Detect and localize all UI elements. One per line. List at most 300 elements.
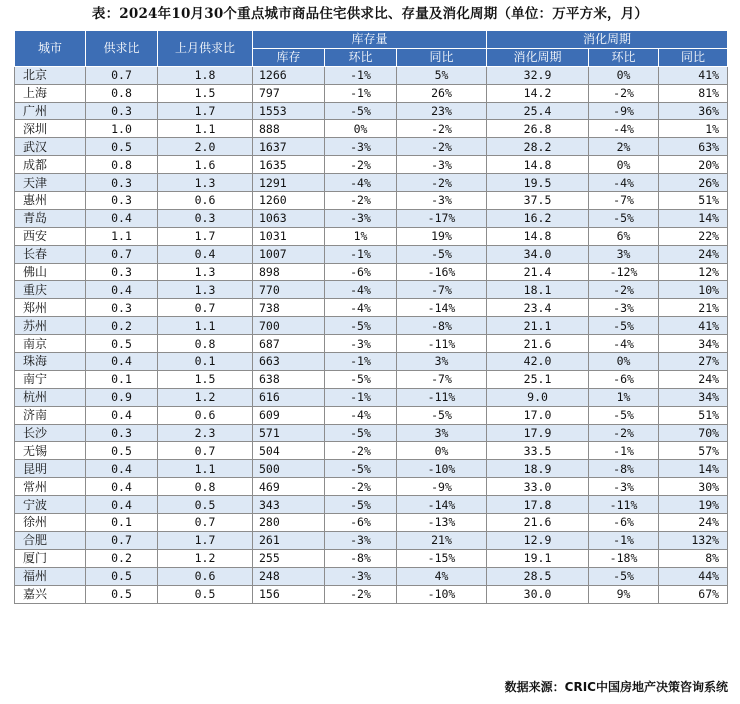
- table-row: [15, 496, 728, 514]
- cell-city: 徐州: [15, 514, 86, 532]
- table-row: [15, 335, 728, 353]
- cell-digestion-mom: -9%: [589, 102, 659, 120]
- cell-digestion: 18.9: [487, 460, 589, 478]
- cell-digestion-yoy: 41%: [659, 317, 728, 335]
- cell-inventory-yoy: -15%: [397, 549, 487, 567]
- cell-inventory-mom: -3%: [325, 335, 397, 353]
- cell-inventory-mom: -2%: [325, 156, 397, 174]
- cell-last-month-ratio: 1.1: [158, 460, 253, 478]
- cell-city: 郑州: [15, 299, 86, 317]
- cell-inventory-yoy: -16%: [397, 263, 487, 281]
- cell-digestion: 25.1: [487, 370, 589, 388]
- cell-digestion-yoy: 44%: [659, 567, 728, 585]
- cell-digestion-yoy: 19%: [659, 496, 728, 514]
- cell-inventory-mom: -3%: [325, 209, 397, 227]
- header-digestion: 消化周期: [487, 48, 589, 66]
- cell-inventory-mom: -3%: [325, 567, 397, 585]
- cell-supply-ratio: 0.5: [86, 138, 158, 156]
- cell-city: 珠海: [15, 353, 86, 371]
- cell-inventory-yoy: -14%: [397, 299, 487, 317]
- cell-digestion: 33.0: [487, 478, 589, 496]
- cell-digestion: 25.4: [487, 102, 589, 120]
- cell-inventory: 1553: [253, 102, 325, 120]
- table-row: [15, 138, 728, 156]
- cell-digestion-mom: -1%: [589, 442, 659, 460]
- cell-digestion-yoy: 63%: [659, 138, 728, 156]
- cell-last-month-ratio: 0.7: [158, 514, 253, 532]
- cell-digestion-mom: -3%: [589, 478, 659, 496]
- cell-digestion-yoy: 21%: [659, 299, 728, 317]
- cell-digestion: 21.4: [487, 263, 589, 281]
- cell-city: 厦门: [15, 549, 86, 567]
- cell-last-month-ratio: 1.7: [158, 227, 253, 245]
- cell-digestion-yoy: 20%: [659, 156, 728, 174]
- cell-digestion-mom: 9%: [589, 585, 659, 603]
- table-row: [15, 567, 728, 585]
- cell-supply-ratio: 0.4: [86, 478, 158, 496]
- cell-city: 合肥: [15, 531, 86, 549]
- cell-inventory: 469: [253, 478, 325, 496]
- table-row: [15, 549, 728, 567]
- cell-inventory: 770: [253, 281, 325, 299]
- table-row: [15, 299, 728, 317]
- cell-city: 常州: [15, 478, 86, 496]
- cell-inventory-mom: -4%: [325, 299, 397, 317]
- cell-inventory-mom: -2%: [325, 478, 397, 496]
- cell-digestion-mom: -18%: [589, 549, 659, 567]
- cell-supply-ratio: 0.4: [86, 460, 158, 478]
- cell-supply-ratio: 0.5: [86, 567, 158, 585]
- cell-inventory-yoy: 5%: [397, 66, 487, 84]
- cell-digestion-mom: -4%: [589, 335, 659, 353]
- cell-supply-ratio: 0.1: [86, 370, 158, 388]
- cell-last-month-ratio: 0.7: [158, 442, 253, 460]
- cell-supply-ratio: 1.0: [86, 120, 158, 138]
- cell-inventory: 687: [253, 335, 325, 353]
- cell-digestion: 21.6: [487, 514, 589, 532]
- cell-last-month-ratio: 1.2: [158, 549, 253, 567]
- header-last-month-ratio: 上月供求比: [158, 31, 253, 67]
- cell-digestion-yoy: 41%: [659, 66, 728, 84]
- cell-inventory: 1266: [253, 66, 325, 84]
- header-inventory-group: 库存量: [253, 31, 487, 49]
- cell-digestion: 19.5: [487, 174, 589, 192]
- cell-digestion: 17.0: [487, 406, 589, 424]
- cell-inventory-mom: -4%: [325, 174, 397, 192]
- cell-inventory: 1637: [253, 138, 325, 156]
- cell-digestion-yoy: 8%: [659, 549, 728, 567]
- cell-supply-ratio: 0.2: [86, 317, 158, 335]
- cell-digestion-yoy: 67%: [659, 585, 728, 603]
- cell-last-month-ratio: 0.4: [158, 245, 253, 263]
- cell-digestion: 33.5: [487, 442, 589, 460]
- cell-inventory-yoy: -7%: [397, 281, 487, 299]
- cell-inventory-mom: -4%: [325, 281, 397, 299]
- cell-last-month-ratio: 0.6: [158, 406, 253, 424]
- cell-inventory-yoy: -14%: [397, 496, 487, 514]
- cell-inventory-mom: -8%: [325, 549, 397, 567]
- cell-digestion: 12.9: [487, 531, 589, 549]
- cell-last-month-ratio: 0.6: [158, 192, 253, 210]
- cell-inventory-yoy: -10%: [397, 585, 487, 603]
- cell-digestion-mom: 2%: [589, 138, 659, 156]
- cell-supply-ratio: 0.4: [86, 281, 158, 299]
- cell-digestion-yoy: 57%: [659, 442, 728, 460]
- table-body: [15, 66, 728, 603]
- cell-supply-ratio: 0.8: [86, 84, 158, 102]
- cell-digestion-mom: -12%: [589, 263, 659, 281]
- cell-supply-ratio: 0.3: [86, 424, 158, 442]
- cell-digestion-yoy: 132%: [659, 531, 728, 549]
- cell-digestion: 26.8: [487, 120, 589, 138]
- cell-last-month-ratio: 0.3: [158, 209, 253, 227]
- cell-last-month-ratio: 1.1: [158, 120, 253, 138]
- table-row: [15, 102, 728, 120]
- table-row: [15, 209, 728, 227]
- cell-inventory: 343: [253, 496, 325, 514]
- cell-inventory-mom: -1%: [325, 84, 397, 102]
- cell-inventory-mom: -2%: [325, 442, 397, 460]
- cell-digestion-mom: -6%: [589, 370, 659, 388]
- cell-city: 深圳: [15, 120, 86, 138]
- cell-digestion-yoy: 27%: [659, 353, 728, 371]
- cell-city: 成都: [15, 156, 86, 174]
- cell-last-month-ratio: 1.3: [158, 281, 253, 299]
- cell-inventory: 261: [253, 531, 325, 549]
- cell-inventory-mom: -2%: [325, 585, 397, 603]
- cell-digestion-yoy: 34%: [659, 335, 728, 353]
- cell-city: 北京: [15, 66, 86, 84]
- cell-digestion-yoy: 81%: [659, 84, 728, 102]
- cell-supply-ratio: 0.4: [86, 406, 158, 424]
- cell-inventory-yoy: -7%: [397, 370, 487, 388]
- cell-digestion-mom: -4%: [589, 174, 659, 192]
- cell-digestion-yoy: 34%: [659, 388, 728, 406]
- cell-digestion-yoy: 51%: [659, 406, 728, 424]
- table-row: [15, 442, 728, 460]
- cell-supply-ratio: 0.7: [86, 66, 158, 84]
- cell-inventory-yoy: -10%: [397, 460, 487, 478]
- table-row: [15, 424, 728, 442]
- table-row: [15, 460, 728, 478]
- cell-inventory-mom: -1%: [325, 388, 397, 406]
- table-row: [15, 192, 728, 210]
- cell-supply-ratio: 0.7: [86, 531, 158, 549]
- header-inventory-yoy: 同比: [397, 48, 487, 66]
- cell-digestion-mom: 6%: [589, 227, 659, 245]
- cell-city: 广州: [15, 102, 86, 120]
- cell-last-month-ratio: 1.6: [158, 156, 253, 174]
- cell-inventory: 738: [253, 299, 325, 317]
- cell-inventory-yoy: -3%: [397, 192, 487, 210]
- cell-digestion-mom: 0%: [589, 66, 659, 84]
- cell-city: 昆明: [15, 460, 86, 478]
- cell-digestion-yoy: 24%: [659, 370, 728, 388]
- cell-supply-ratio: 0.7: [86, 245, 158, 263]
- cell-inventory-mom: -1%: [325, 66, 397, 84]
- cell-digestion: 16.2: [487, 209, 589, 227]
- cell-supply-ratio: 0.3: [86, 102, 158, 120]
- cell-digestion-yoy: 24%: [659, 245, 728, 263]
- cell-supply-ratio: 0.5: [86, 585, 158, 603]
- cell-inventory: 1260: [253, 192, 325, 210]
- table-row: [15, 120, 728, 138]
- cell-inventory-yoy: 21%: [397, 531, 487, 549]
- cell-supply-ratio: 0.1: [86, 514, 158, 532]
- header-digestion-mom: 环比: [589, 48, 659, 66]
- cell-digestion-yoy: 70%: [659, 424, 728, 442]
- header-row-1: [15, 31, 728, 49]
- header-inventory-mom: 环比: [325, 48, 397, 66]
- cell-inventory-mom: -6%: [325, 514, 397, 532]
- cell-digestion-mom: -5%: [589, 209, 659, 227]
- cell-supply-ratio: 0.4: [86, 353, 158, 371]
- cell-supply-ratio: 0.4: [86, 496, 158, 514]
- table-row: [15, 245, 728, 263]
- cell-last-month-ratio: 1.3: [158, 263, 253, 281]
- cell-digestion-mom: 1%: [589, 388, 659, 406]
- cell-city: 宁波: [15, 496, 86, 514]
- cell-inventory: 616: [253, 388, 325, 406]
- cell-inventory-mom: -1%: [325, 353, 397, 371]
- cell-digestion: 32.9: [487, 66, 589, 84]
- cell-digestion-yoy: 51%: [659, 192, 728, 210]
- cell-inventory: 888: [253, 120, 325, 138]
- cell-digestion: 9.0: [487, 388, 589, 406]
- cell-inventory: 1031: [253, 227, 325, 245]
- cell-digestion-yoy: 26%: [659, 174, 728, 192]
- cell-inventory-mom: -5%: [325, 496, 397, 514]
- cell-supply-ratio: 0.3: [86, 192, 158, 210]
- cell-digestion-mom: -11%: [589, 496, 659, 514]
- cell-inventory: 156: [253, 585, 325, 603]
- cell-digestion: 21.6: [487, 335, 589, 353]
- cell-digestion-mom: -2%: [589, 84, 659, 102]
- cell-last-month-ratio: 1.8: [158, 66, 253, 84]
- cell-city: 无锡: [15, 442, 86, 460]
- cell-inventory-yoy: 26%: [397, 84, 487, 102]
- cell-last-month-ratio: 0.1: [158, 353, 253, 371]
- cell-city: 武汉: [15, 138, 86, 156]
- cell-supply-ratio: 0.4: [86, 209, 158, 227]
- cell-digestion-mom: -5%: [589, 317, 659, 335]
- cell-inventory-mom: -5%: [325, 424, 397, 442]
- header-inventory: 库存: [253, 48, 325, 66]
- cell-inventory: 898: [253, 263, 325, 281]
- cell-last-month-ratio: 2.3: [158, 424, 253, 442]
- cell-inventory-yoy: -2%: [397, 174, 487, 192]
- cell-last-month-ratio: 1.1: [158, 317, 253, 335]
- cell-city: 嘉兴: [15, 585, 86, 603]
- header-digestion-yoy: 同比: [659, 48, 728, 66]
- cell-inventory-mom: -4%: [325, 406, 397, 424]
- table-row: [15, 388, 728, 406]
- cell-last-month-ratio: 2.0: [158, 138, 253, 156]
- cell-last-month-ratio: 1.7: [158, 102, 253, 120]
- cell-digestion-yoy: 14%: [659, 460, 728, 478]
- cell-inventory-yoy: -2%: [397, 120, 487, 138]
- cell-digestion: 28.5: [487, 567, 589, 585]
- cell-last-month-ratio: 0.5: [158, 496, 253, 514]
- table-row: [15, 174, 728, 192]
- cell-digestion-yoy: 30%: [659, 478, 728, 496]
- cell-inventory-mom: 1%: [325, 227, 397, 245]
- cell-city: 青岛: [15, 209, 86, 227]
- cell-digestion: 14.2: [487, 84, 589, 102]
- table-row: [15, 281, 728, 299]
- cell-digestion: 17.8: [487, 496, 589, 514]
- cell-inventory-mom: -5%: [325, 102, 397, 120]
- cell-last-month-ratio: 0.6: [158, 567, 253, 585]
- cell-digestion: 30.0: [487, 585, 589, 603]
- cell-digestion: 37.5: [487, 192, 589, 210]
- cell-inventory-yoy: -2%: [397, 138, 487, 156]
- header-digestion-group: 消化周期: [487, 31, 728, 49]
- cell-inventory: 797: [253, 84, 325, 102]
- table-row: [15, 370, 728, 388]
- cell-inventory: 571: [253, 424, 325, 442]
- cell-city: 长春: [15, 245, 86, 263]
- cell-inventory-yoy: 23%: [397, 102, 487, 120]
- cell-inventory-mom: -3%: [325, 531, 397, 549]
- cell-supply-ratio: 0.8: [86, 156, 158, 174]
- cell-city: 佛山: [15, 263, 86, 281]
- cell-digestion-mom: -7%: [589, 192, 659, 210]
- cell-city: 南宁: [15, 370, 86, 388]
- cell-inventory: 280: [253, 514, 325, 532]
- city-supply-table: [14, 30, 728, 604]
- cell-digestion: 23.4: [487, 299, 589, 317]
- cell-supply-ratio: 0.3: [86, 299, 158, 317]
- header-supply-ratio: 供求比: [86, 31, 158, 67]
- cell-inventory-yoy: -5%: [397, 245, 487, 263]
- cell-inventory-yoy: -11%: [397, 335, 487, 353]
- cell-last-month-ratio: 1.7: [158, 531, 253, 549]
- cell-inventory-mom: -3%: [325, 138, 397, 156]
- cell-last-month-ratio: 1.2: [158, 388, 253, 406]
- cell-inventory: 700: [253, 317, 325, 335]
- header-city: 城市: [15, 31, 86, 67]
- cell-inventory: 638: [253, 370, 325, 388]
- cell-inventory-mom: -5%: [325, 370, 397, 388]
- cell-digestion-mom: -8%: [589, 460, 659, 478]
- cell-digestion: 18.1: [487, 281, 589, 299]
- cell-supply-ratio: 0.3: [86, 263, 158, 281]
- cell-inventory-yoy: 3%: [397, 353, 487, 371]
- cell-inventory: 500: [253, 460, 325, 478]
- table-row: [15, 263, 728, 281]
- cell-digestion: 17.9: [487, 424, 589, 442]
- table-row: [15, 585, 728, 603]
- cell-last-month-ratio: 1.5: [158, 84, 253, 102]
- cell-inventory: 248: [253, 567, 325, 585]
- table-row: [15, 406, 728, 424]
- cell-digestion: 28.2: [487, 138, 589, 156]
- cell-inventory-yoy: -9%: [397, 478, 487, 496]
- cell-supply-ratio: 1.1: [86, 227, 158, 245]
- cell-digestion-yoy: 10%: [659, 281, 728, 299]
- cell-inventory-mom: -5%: [325, 317, 397, 335]
- cell-digestion: 14.8: [487, 227, 589, 245]
- cell-digestion: 19.1: [487, 549, 589, 567]
- cell-digestion-yoy: 14%: [659, 209, 728, 227]
- cell-inventory: 1007: [253, 245, 325, 263]
- cell-inventory-yoy: 4%: [397, 567, 487, 585]
- cell-digestion-yoy: 24%: [659, 514, 728, 532]
- cell-city: 济南: [15, 406, 86, 424]
- cell-city: 西安: [15, 227, 86, 245]
- table-row: [15, 84, 728, 102]
- cell-inventory-yoy: -3%: [397, 156, 487, 174]
- cell-last-month-ratio: 1.3: [158, 174, 253, 192]
- cell-last-month-ratio: 0.8: [158, 478, 253, 496]
- cell-inventory-mom: -6%: [325, 263, 397, 281]
- cell-digestion-yoy: 36%: [659, 102, 728, 120]
- cell-digestion-mom: -5%: [589, 406, 659, 424]
- table-row: [15, 66, 728, 84]
- cell-digestion-mom: 0%: [589, 156, 659, 174]
- cell-inventory-yoy: -13%: [397, 514, 487, 532]
- cell-last-month-ratio: 0.7: [158, 299, 253, 317]
- cell-digestion-yoy: 22%: [659, 227, 728, 245]
- cell-inventory: 1635: [253, 156, 325, 174]
- cell-digestion-mom: -2%: [589, 424, 659, 442]
- table-row: [15, 227, 728, 245]
- cell-digestion-mom: -1%: [589, 531, 659, 549]
- cell-inventory-yoy: 19%: [397, 227, 487, 245]
- cell-city: 杭州: [15, 388, 86, 406]
- cell-supply-ratio: 0.9: [86, 388, 158, 406]
- cell-digestion-yoy: 12%: [659, 263, 728, 281]
- cell-inventory-yoy: -11%: [397, 388, 487, 406]
- cell-inventory-mom: -2%: [325, 192, 397, 210]
- table-row: [15, 353, 728, 371]
- cell-inventory-mom: -1%: [325, 245, 397, 263]
- cell-digestion: 14.8: [487, 156, 589, 174]
- cell-city: 天津: [15, 174, 86, 192]
- cell-city: 上海: [15, 84, 86, 102]
- cell-city: 福州: [15, 567, 86, 585]
- cell-inventory-yoy: 0%: [397, 442, 487, 460]
- cell-last-month-ratio: 1.5: [158, 370, 253, 388]
- cell-city: 重庆: [15, 281, 86, 299]
- cell-digestion-mom: -6%: [589, 514, 659, 532]
- cell-inventory: 504: [253, 442, 325, 460]
- cell-digestion-mom: 3%: [589, 245, 659, 263]
- cell-city: 惠州: [15, 192, 86, 210]
- cell-inventory-yoy: 3%: [397, 424, 487, 442]
- cell-inventory-mom: 0%: [325, 120, 397, 138]
- cell-inventory: 1063: [253, 209, 325, 227]
- cell-last-month-ratio: 0.8: [158, 335, 253, 353]
- cell-inventory: 255: [253, 549, 325, 567]
- cell-supply-ratio: 0.2: [86, 549, 158, 567]
- cell-supply-ratio: 0.3: [86, 174, 158, 192]
- table-row: [15, 531, 728, 549]
- cell-digestion: 42.0: [487, 353, 589, 371]
- cell-supply-ratio: 0.5: [86, 442, 158, 460]
- cell-inventory-yoy: -5%: [397, 406, 487, 424]
- table-row: [15, 478, 728, 496]
- table-row: [15, 156, 728, 174]
- cell-digestion-mom: -4%: [589, 120, 659, 138]
- cell-digestion-mom: -3%: [589, 299, 659, 317]
- cell-digestion-mom: 0%: [589, 353, 659, 371]
- cell-digestion-mom: -5%: [589, 567, 659, 585]
- cell-digestion: 21.1: [487, 317, 589, 335]
- cell-supply-ratio: 0.5: [86, 335, 158, 353]
- cell-digestion: 34.0: [487, 245, 589, 263]
